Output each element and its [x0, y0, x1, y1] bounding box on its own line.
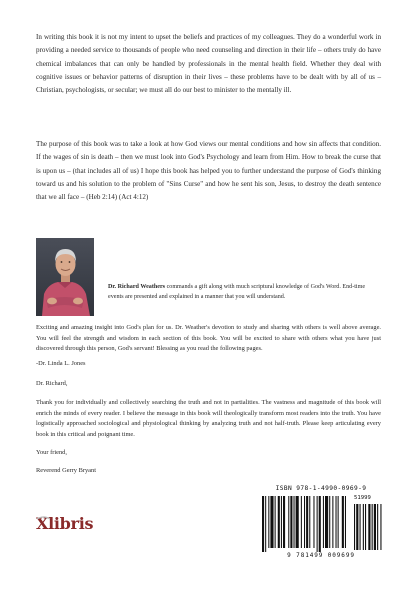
- letter-salutation: Dr. Richard,: [36, 380, 68, 387]
- author-bio: [108, 282, 380, 303]
- barcode: [258, 485, 384, 563]
- letter-closing: Your friend,: [36, 449, 67, 456]
- author-bio-text: commands a gift along with much scriptural knowledge of God's Word. End-time events are presented and explained in a manner that you will understand.: [108, 284, 366, 301]
- author-name: Dr. Richard Weathers: [108, 284, 166, 290]
- letter-body: Thank you for individually and collectively searching the truth and not in partialities. The vastness and magnitude of this book will enrich the minds of every reader. I believe the message in this book will theologically transform most readers into the truth. You have logistically approached sociological and physiological thinking by analyzing truth and not half-truth. Please keep articulating every book in this critical and poignant time.: [36, 399, 381, 438]
- publisher-logo: [36, 514, 106, 536]
- isbn-text: ISBN 978-1-4990-0969-9: [275, 485, 367, 492]
- logo-swoosh-icon: [36, 514, 106, 536]
- letter-signature: Reverend Gerry Bryant: [36, 467, 96, 474]
- paragraph-purpose: The purpose of this book was to take a look at how God views our mental conditions and how sin affects that condition. If the wages of sin is death – then we must look into God's Psychology and learn from Him. How to break the curse that is upon us – (that includes all of us) I hope this book has helped you to further understand the purpose of God's thinking toward us and his solution to the problem of "Sins Curse" and how he sent his son, Jesus, to destroy the death sentence that we all face – (Heb 2:14) (Act 4:12): [36, 140, 381, 202]
- price-code: 51999: [354, 495, 371, 501]
- endorsement-signature: -Dr. Linda L. Jones: [36, 360, 86, 367]
- endorsement-text: Exciting and amazing insight into God's plan for us. Dr. Weather's devotion to study and sharing with others is well above average. You will feel the strength and wisdom in each section of this book. You will be excited to share with others what you have just discovered through this person, God's servant! Blessing as you read the following pages.: [36, 324, 381, 353]
- paragraph-intent: In writing this book it is not my intent to upset the beliefs and practices of my colleagues. They do a wonderful work in providing a needed service to thousands of people who need counseling and direction in their life – others truly do have chemical imbalances that can only be handled by professionals in the mental health field. Whether they deal with cognitive issues or behavior patterns of disruption in their lives – these problems have to be dealt with by all of us – Christian, psychologists, or secular; we must all do our best to minister to the mentally ill.: [36, 33, 381, 95]
- barcode-bars-icon: [258, 494, 384, 552]
- author-photo: [36, 238, 94, 316]
- publisher-logo-text: Xlibris: [36, 514, 94, 533]
- ean-digits: 9 781499 009699: [287, 552, 355, 559]
